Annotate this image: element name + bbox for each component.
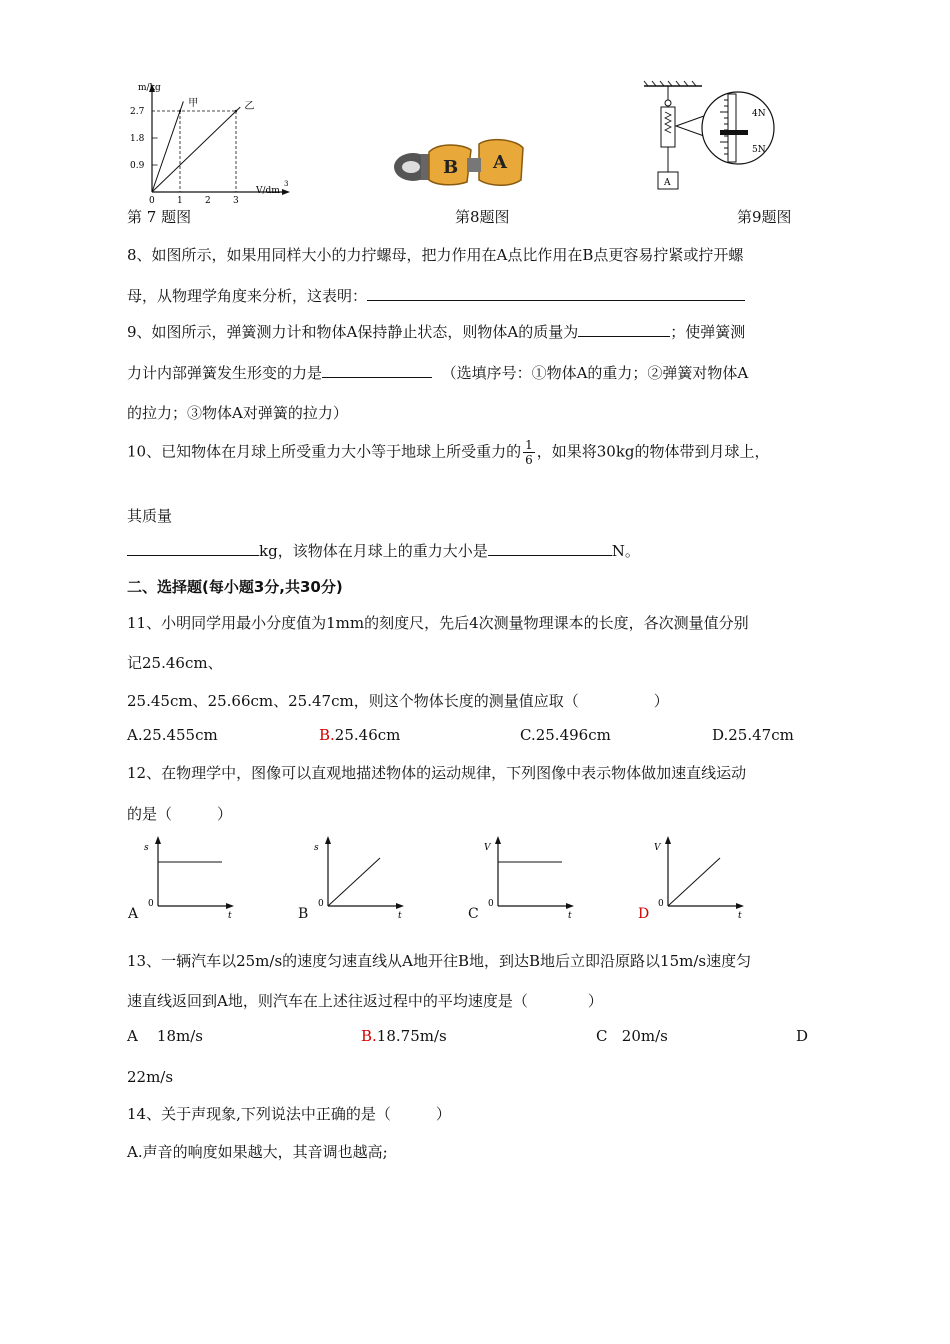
- fig7-xtick-label: 3: [233, 196, 239, 205]
- graph-origin: 0: [488, 899, 494, 909]
- spring-scale-body: [661, 107, 675, 147]
- fig9-caption: 第9题图: [737, 208, 792, 226]
- q13-line1: 13、一辆汽车以25m/s的速度匀速直线从A地开往B地，到达B地后立即沿原路以15m/s速度匀: [127, 952, 752, 970]
- graph-letter: D: [638, 906, 650, 922]
- q11-line3: 25.45cm、25.66cm、25.47cm，则这个物体长度的测量值应取（ ）: [127, 692, 669, 710]
- q11-line2: 记25.46cm、: [127, 654, 223, 672]
- graph-letter: C: [468, 906, 479, 922]
- pointer-marker: [720, 130, 748, 135]
- q10-line3: [127, 540, 640, 561]
- q9-mass-blank[interactable]: [578, 322, 670, 337]
- q10-line3b: N。: [611, 542, 640, 560]
- q8-line2: [127, 285, 745, 306]
- graph-origin: 0: [658, 899, 664, 909]
- q10-line1: [127, 438, 770, 467]
- q13-option-c-text: 20m/s: [621, 1027, 668, 1045]
- fig7-ylabel: m/kg: [138, 83, 161, 93]
- fig9-label-a: A: [664, 178, 671, 188]
- fig7-xlabel: V/dm: [256, 186, 280, 196]
- fig7-xtick-label: 1: [177, 196, 183, 205]
- fig7-xlabel-sup: 3: [284, 180, 289, 188]
- q13-option-b[interactable]: [361, 1027, 447, 1045]
- series-line-0: [152, 101, 183, 192]
- graph-t-label: t: [398, 911, 402, 921]
- q12-line2: 的是（ ）: [127, 805, 233, 823]
- graph-letter: B: [298, 906, 309, 922]
- graph-y-arrow: [325, 836, 331, 844]
- graph-a: [127, 836, 234, 922]
- q12-line1: 12、在物理学中，图像可以直观地描述物体的运动规律，下列图像中表示物体做加速直线运动: [127, 764, 747, 782]
- graph-b: [298, 836, 404, 922]
- q11-option-b-letter: B.: [319, 726, 335, 744]
- graph-x-arrow: [566, 903, 574, 909]
- graph-y-label: V: [654, 843, 661, 853]
- graph-t-label: t: [568, 911, 572, 921]
- fig9-label-5n: 5N: [752, 145, 766, 155]
- q13-option-a-letter: A: [127, 1027, 138, 1045]
- q9-line2a: 力计内部弹簧发生形变的力是: [127, 364, 323, 382]
- graph-y-label: V: [484, 843, 491, 853]
- graph-x-arrow: [736, 903, 744, 909]
- mass-volume-chart: [118, 80, 298, 205]
- q10-gravity-blank[interactable]: [488, 541, 612, 556]
- q10-line1b: ，如果将30kg的物体带到月球上，: [536, 442, 770, 461]
- fig7-caption: 第 7 题图: [127, 208, 192, 226]
- graph-y-label: s: [314, 843, 319, 853]
- q14-line1: 14、关于声现象,下列说法中正确的是（ ）: [127, 1105, 451, 1123]
- q11-option-d[interactable]: D.25.47cm: [712, 726, 794, 744]
- graph-letter: A: [128, 906, 139, 922]
- q13-option-a-text: 18m/s: [156, 1027, 203, 1045]
- fig8-caption: 第8题图: [455, 208, 510, 226]
- series-label-0: 甲: [188, 98, 199, 109]
- q11-option-b[interactable]: [319, 726, 400, 744]
- frac-den: 6: [525, 453, 533, 467]
- figure-9: [640, 80, 780, 198]
- wrench-illustration: [393, 130, 533, 195]
- q13-option-d-letter[interactable]: D: [796, 1027, 809, 1045]
- graph-d: [638, 836, 744, 922]
- series-point-0: [179, 110, 181, 112]
- graph-t-label: t: [228, 911, 232, 921]
- q8-line2-text: 母，从物理学角度来分析，这表明：: [127, 287, 368, 305]
- one-sixth-fraction: [523, 438, 535, 467]
- q14-option-a[interactable]: A.声音的响度如果越大，其音调也越高;: [127, 1143, 388, 1161]
- q8-line1: 8、如图所示，如果用同样大小的力拧螺母，把力作用在A点比作用在B点更容易拧紧或拧开螺: [127, 246, 744, 264]
- fig9-label-4n: 4N: [752, 109, 766, 119]
- q10-line2: 其质量: [127, 507, 173, 525]
- fig7-xtick-label: 2: [205, 196, 211, 205]
- series-line-1: [152, 107, 240, 192]
- graph-y-arrow: [155, 836, 161, 844]
- spring-scale-illustration: [640, 80, 780, 198]
- q13-option-b-text: 18.75m/s: [376, 1027, 447, 1045]
- q11-option-a[interactable]: A.25.455cm: [127, 726, 218, 744]
- graph-y-label: s: [144, 843, 149, 853]
- q10-line3a: kg，该物体在月球上的重力大小是: [259, 542, 488, 560]
- q9-line2: [127, 362, 748, 383]
- series-label-1: 乙: [244, 101, 255, 112]
- q9-line2b: （选填序号：①物体A的重力；②弹簧对物体A: [441, 364, 749, 382]
- q13-option-c[interactable]: [596, 1027, 668, 1045]
- q10-line1a: 10、已知物体在月球上所受重力大小等于地球上所受重力的: [127, 442, 522, 461]
- graph-origin: 0: [318, 899, 324, 909]
- q9-line1a: 9、如图所示，弹簧测力计和物体A保持静止状态，则物体A的质量为: [127, 323, 579, 341]
- figure-7: [118, 80, 298, 205]
- graph-y-arrow: [495, 836, 501, 844]
- graph-line: [328, 858, 380, 906]
- q13-line2: 速直线返回到A地，则汽车在上述往返过程中的平均速度是（ ）: [127, 992, 603, 1010]
- q13-option-d-text[interactable]: 22m/s: [127, 1068, 174, 1086]
- frac-num: 1: [525, 438, 533, 452]
- graph-x-arrow: [396, 903, 404, 909]
- graph-line: [668, 858, 720, 906]
- q13-option-b-letter: B.: [361, 1027, 377, 1045]
- q13-option-c-letter: C: [596, 1027, 608, 1045]
- figure-8: [393, 130, 533, 195]
- graph-x-arrow: [226, 903, 234, 909]
- q9-force-blank[interactable]: [322, 363, 432, 378]
- q9-line3: 的拉力；③物体A对弹簧的拉力）: [127, 404, 348, 422]
- q11-option-b-text: 25.46cm: [334, 726, 401, 744]
- fig7-xtick-label: 0: [149, 196, 155, 205]
- section-2-heading: 二、选择题(每小题3分,共30分): [127, 578, 343, 596]
- q9-line1: [127, 321, 745, 342]
- fig8-label-a: A: [493, 152, 507, 173]
- graph-c: [468, 836, 574, 922]
- q9-line1b: ；使弹簧测: [670, 323, 746, 341]
- fig8-label-b: B: [443, 157, 459, 178]
- q13-option-a[interactable]: [127, 1027, 203, 1045]
- q8-answer-blank[interactable]: [367, 286, 745, 301]
- q12-motion-graphs: [120, 832, 800, 924]
- series-point-1: [235, 110, 237, 112]
- q11-option-c[interactable]: C.25.496cm: [520, 726, 611, 744]
- graph-t-label: t: [738, 911, 742, 921]
- fig7-ytick-label: 0.9: [130, 161, 145, 171]
- q10-mass-blank[interactable]: [127, 541, 259, 556]
- q12-graphs: [120, 832, 800, 924]
- graph-y-arrow: [665, 836, 671, 844]
- fig7-ytick-label: 1.8: [130, 134, 145, 144]
- fig7-ytick-label: 2.7: [130, 107, 145, 117]
- q11-line1: 11、小明同学用最小分度值为1mm的刻度尺，先后4次测量物理课本的长度，各次测量值分别: [127, 614, 749, 632]
- graph-origin: 0: [148, 899, 154, 909]
